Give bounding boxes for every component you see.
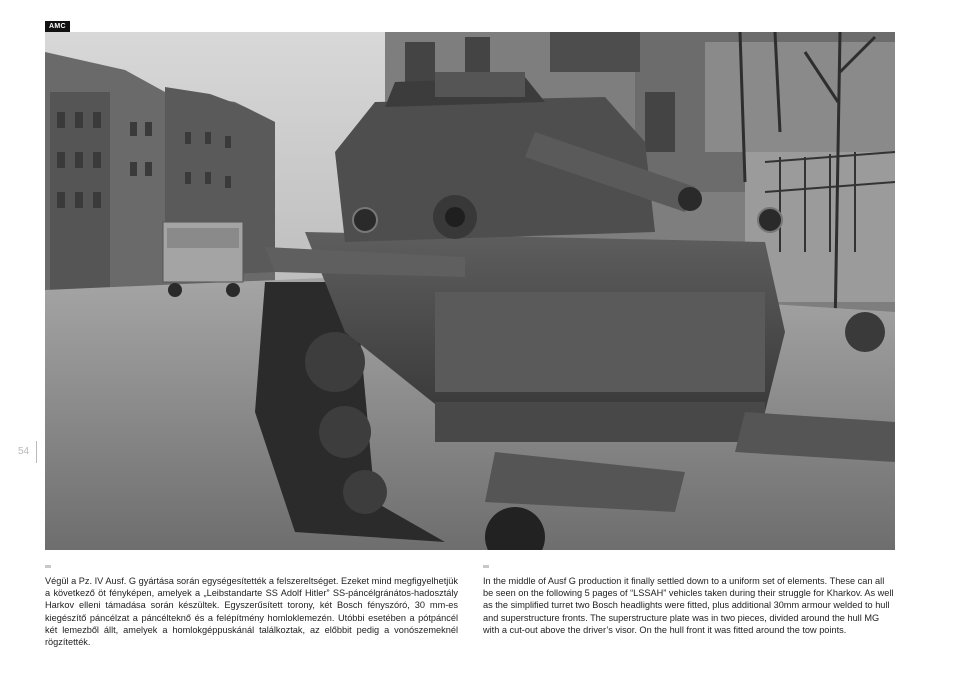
page-number-rule xyxy=(36,441,37,463)
column-marker-right xyxy=(483,565,489,568)
photo-graphic xyxy=(45,32,895,550)
publisher-badge: AMC xyxy=(45,21,70,32)
caption-hungarian: Végül a Pz. IV Ausf. G gyártása során egységesítették a felszereltséget. Ezeket mind megfigyelhetjük a következő öt fényképen, amelyek a „Leibstandarte SS Adolf Hitler” SS-páncélgránátos-hadosztály Harkov elleni támadása során készültek. Egyszerűsített torony, két Bosch fényszóró, 30 mm-es kiegészítő páncélzat a páncélteknő és a felépítmény homloklemezén. Utóbbi esetében a pótpáncél két lemezből állt, amelyek a homlokgéppuskánál találkoztak, az előbbit pedig a vonószemeknél rögzítették. xyxy=(45,576,458,648)
caption-english: In the middle of Ausf G production it finally settled down to a uniform set of elements. These can all be seen on the following 5 pages of “LSSAH” vehicles taken during their struggle for Kharkov. As well as the simplified turret two Bosch headlights were fitted, plus additional 30mm armour welded to hull and superstructure fronts. The superstructure plate was in two pieces, divided around the hull MG with a cut-out above the driver’s visor. On the hull front it was fitted around the tow points. xyxy=(483,576,894,635)
column-marker-left xyxy=(45,565,51,568)
page-number: 54 xyxy=(18,446,30,457)
photo-wrecked-tank xyxy=(45,32,895,550)
